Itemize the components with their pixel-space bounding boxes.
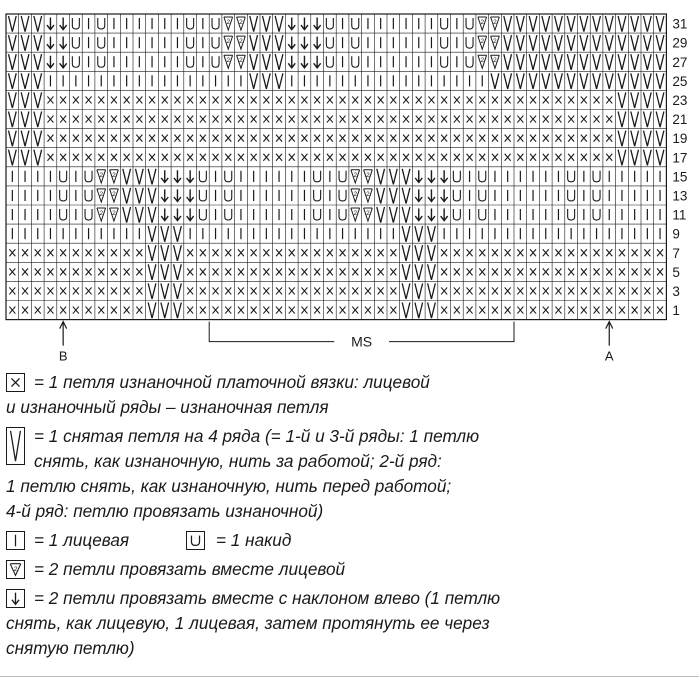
- k2tog-mark-label: 2: [226, 38, 231, 46]
- bottom-divider: [0, 676, 699, 682]
- row-label: 3: [672, 283, 680, 299]
- legend-purl-line2: [6, 395, 696, 420]
- legend-purl-text: = 1 петля изнаночной платочной вязки: лицевой: [34, 372, 430, 392]
- row-label: 11: [672, 207, 687, 223]
- legend: [6, 370, 696, 661]
- legend-ssk-line3: [6, 636, 696, 661]
- legend-slip-text: = 1 снятая петля на 4 ряда (= 1-й и 3-й ряды: 1 петлю: [34, 426, 480, 446]
- ssk-symbol-icon: [6, 589, 25, 608]
- legend-slip-text-4: 4-й ряд: петлю провязать изнаночной): [6, 501, 324, 521]
- row-label: 7: [672, 245, 680, 261]
- knit-symbol-icon: [6, 531, 25, 550]
- row-label: 31: [672, 16, 688, 32]
- marker-a-label: A: [604, 348, 614, 364]
- row-label: 29: [672, 35, 688, 51]
- row-label: 21: [672, 112, 688, 128]
- k2tog-mark-label: 2: [353, 171, 358, 179]
- row-label: 19: [672, 131, 688, 147]
- legend-ssk-text: = 2 петли провязать вместе с наклоном влево (1 петлю: [34, 588, 501, 608]
- legend-k2tog-text: = 2 петли провязать вместе лицевой: [34, 559, 346, 579]
- legend-knit-text: = 1 лицевая: [34, 530, 130, 550]
- k2tog-mark-label: 2: [112, 190, 116, 198]
- k2tog-mark-label: 2: [493, 19, 497, 26]
- legend-knit-line: [6, 528, 696, 553]
- k2tog-mark-label: 2: [480, 57, 485, 65]
- legend-k2tog-line: [6, 557, 696, 582]
- legend-slip-text-3: 1 петлю снять, как изнаночную, нить перед работой;: [6, 476, 452, 496]
- repeat-bracket-left: [209, 322, 334, 342]
- k2tog-mark-label: 2: [353, 190, 358, 198]
- legend-purl-line1: [6, 370, 696, 395]
- row-label: 1: [672, 303, 680, 319]
- row-label: 15: [672, 169, 688, 185]
- k2tog-mark-label: 2: [99, 190, 104, 198]
- row-label: 25: [672, 73, 688, 89]
- row-label: 23: [672, 92, 688, 108]
- legend-ssk-line1: [6, 586, 696, 611]
- k2tog-mark-label: 2: [239, 19, 243, 26]
- legend-slip-line4: [6, 499, 696, 524]
- legend-yo-text: = 1 накид: [216, 530, 292, 550]
- k2tog-mark-label: 2: [99, 210, 104, 217]
- k2tog-mark-label: 2: [99, 171, 104, 179]
- row-label: 9: [672, 226, 680, 242]
- k2tog-mark-label: 2: [112, 171, 116, 179]
- repeat-label: MS: [351, 333, 373, 350]
- row-label: 13: [672, 188, 688, 204]
- k2tog-mark-label: 2: [239, 38, 243, 46]
- k2tog-mark-label: 2: [353, 210, 358, 217]
- legend-slip-line2: [6, 449, 696, 474]
- legend-slip-line3: [6, 474, 696, 499]
- k2tog-mark-label: 2: [493, 38, 497, 46]
- k2tog-mark-label: 2: [366, 171, 370, 179]
- marker-b-label: B: [58, 348, 68, 364]
- yarn-over-symbol-icon: [186, 531, 205, 550]
- legend-purl-text-2: и изнаночный ряды – изнаночная петля: [6, 397, 329, 417]
- k2tog-mark-label: 2: [239, 57, 243, 65]
- k2tog-mark-label: 2: [112, 210, 116, 217]
- marker-b-arrow-icon: [60, 322, 67, 346]
- row-label: 27: [672, 54, 688, 70]
- purl-symbol-icon: [6, 373, 25, 392]
- legend-slip-text-2: снять, как изнаночную, нить за работой; 2-й ряд:: [34, 451, 442, 471]
- marker-a-arrow-icon: [606, 322, 613, 346]
- legend-ssk-text-3: снятую петлю): [6, 638, 135, 658]
- legend-ssk-text-2: снять, как лицевую, 1 лицевая, затем протянуть ее через: [6, 613, 490, 633]
- k2tog-mark-label: 2: [226, 57, 231, 65]
- k2tog-mark-label: 2: [480, 19, 485, 26]
- svg-text:2: 2: [13, 565, 18, 573]
- k2tog-symbol-icon: [6, 560, 25, 579]
- k2tog-mark-label: 2: [366, 210, 370, 217]
- k2tog-mark-label: 2: [480, 38, 485, 46]
- repeat-bracket-right: [389, 322, 514, 342]
- k2tog-mark-label: 2: [493, 57, 497, 65]
- row-label: 17: [672, 150, 688, 166]
- k2tog-mark-label: 2: [226, 19, 231, 26]
- row-label: 5: [672, 264, 680, 280]
- legend-ssk-line2: [6, 611, 696, 636]
- legend-slip-line1: [6, 424, 696, 449]
- k2tog-mark-label: 2: [366, 190, 370, 198]
